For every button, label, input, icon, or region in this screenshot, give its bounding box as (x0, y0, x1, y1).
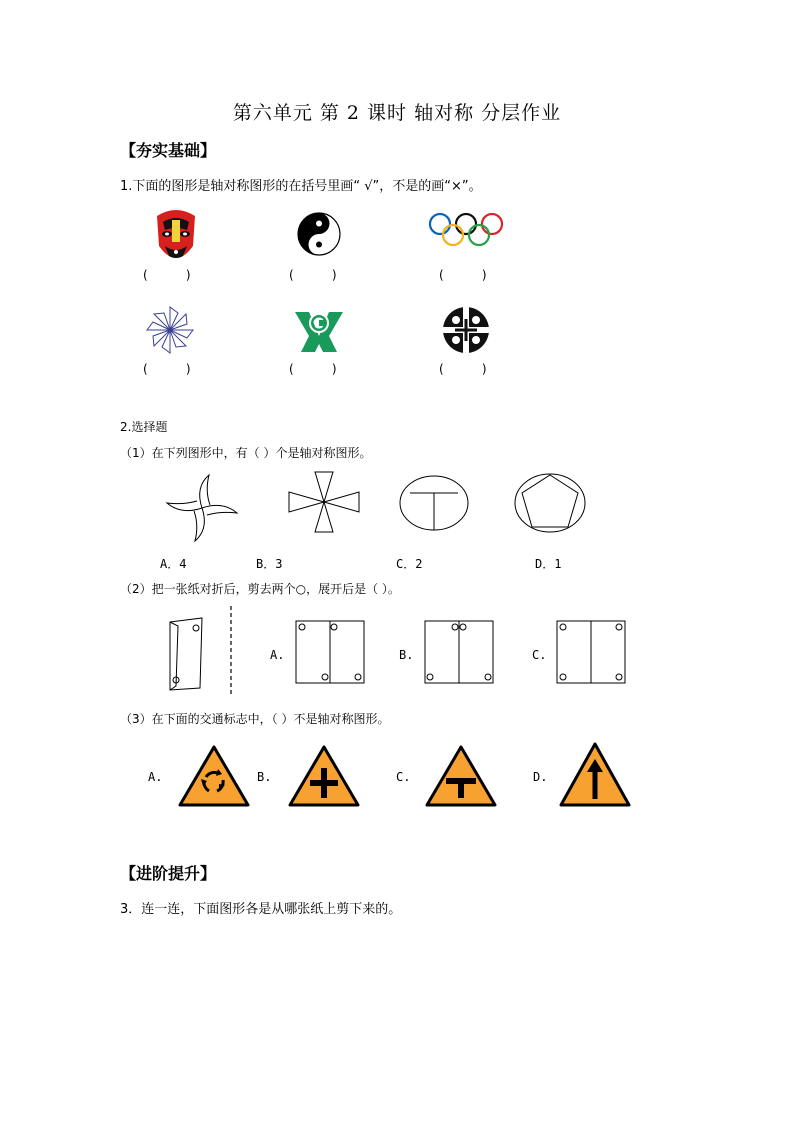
unfolded-paper-a (295, 620, 365, 684)
folded-paper-shape (166, 616, 206, 692)
dashed-divider (229, 606, 233, 696)
swirl-shape (165, 473, 239, 543)
unfolded-paper-c (556, 620, 626, 684)
option-c[interactable]: C. (396, 770, 411, 784)
bowtie-cross-shape (287, 470, 361, 534)
bank-logo-icon (293, 306, 345, 354)
unfolded-paper-b (424, 620, 494, 684)
option-b[interactable]: B. (257, 770, 272, 784)
question-2-3-prompt: （3）在下面的交通标志中，（ ）不是轴对称图形。 (120, 712, 390, 726)
option-b[interactable]: B．3 (256, 557, 283, 571)
option-c[interactable]: C．2 (396, 557, 423, 571)
option-d[interactable]: D. (533, 770, 548, 784)
answer-blank[interactable]: ( ) (289, 268, 337, 282)
crossroad-sign-icon (287, 744, 361, 808)
yin-yang-icon (297, 212, 341, 256)
question-2-2-prompt: （2）把一张纸对折后，剪去两个○，展开后是（ ）。 (120, 582, 400, 596)
pinwheel-icon (145, 305, 195, 355)
question-3-prompt: 3．连一连，下面图形各是从哪张纸上剪下来的。 (120, 902, 402, 917)
option-c[interactable]: C. (532, 648, 547, 662)
answer-blank[interactable]: ( ) (143, 268, 191, 282)
section-basic-heading: 【夯实基础】 (120, 141, 217, 160)
olympic-rings-icon (428, 211, 504, 249)
answer-blank[interactable]: ( ) (289, 362, 337, 376)
question-2-heading: 2.选择题 (120, 420, 168, 434)
ellipse-t-shape (398, 474, 470, 532)
straight-ahead-sign-icon (558, 741, 632, 809)
question-1-prompt: 1.下面的图形是轴对称图形的在括号里画“ √”，不是的画“×”。 (120, 179, 482, 194)
option-a[interactable]: A. (148, 770, 163, 784)
option-b[interactable]: B. (399, 648, 414, 662)
answer-blank[interactable]: ( ) (439, 268, 487, 282)
opera-mask-icon (153, 208, 199, 266)
page-title: 第六单元 第 2 课时 轴对称 分层作业 (232, 102, 562, 124)
t-junction-sign-icon (424, 744, 498, 808)
roundabout-sign-icon (177, 744, 251, 808)
question-2-1-prompt: （1）在下列图形中，有（ ）个是轴对称图形。 (120, 446, 372, 460)
answer-blank[interactable]: ( ) (143, 362, 191, 376)
knot-logo-icon (441, 305, 491, 355)
pentagon-ellipse-shape (514, 473, 586, 533)
answer-blank[interactable]: ( ) (439, 362, 487, 376)
option-d[interactable]: D．1 (535, 557, 562, 571)
section-advanced-heading: 【进阶提升】 (120, 864, 217, 883)
option-a[interactable]: A．4 (160, 557, 187, 571)
option-a[interactable]: A. (270, 648, 285, 662)
